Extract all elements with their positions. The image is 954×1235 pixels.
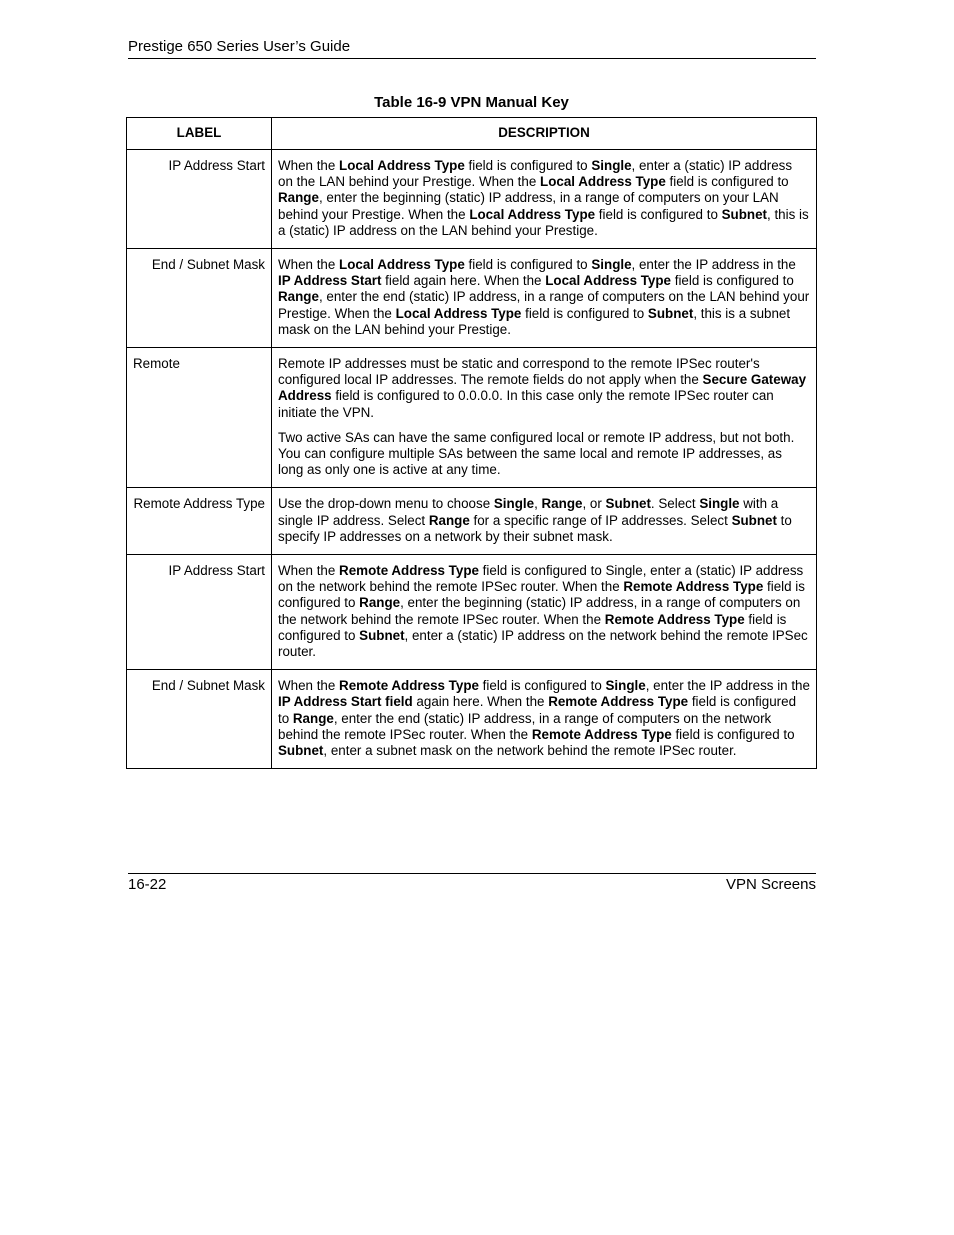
description-text: field is configured to [464,257,592,273]
field-name-emphasis: Local Address Type [395,305,522,321]
description-text: , enter the IP address in the [631,257,796,273]
row-label: End / Subnet Mask [127,249,272,348]
row-description [272,488,817,555]
field-name-emphasis: Remote Address Type [531,726,672,742]
field-name-emphasis: Subnet [731,512,777,528]
description-text: field is configured to [278,694,797,726]
description-text: , [534,496,542,512]
field-name-emphasis: Remote Address Type [548,694,689,710]
description-text: field is configured to [278,579,805,611]
field-name-emphasis: Local Address Type [469,206,596,222]
description-text: , enter a (static) IP address on the LAN behind your Prestige. When the [278,158,793,190]
field-name-emphasis: IP Address Start [278,273,382,289]
description-text: , this is a subnet mask on the LAN behind your Prestige. [278,305,791,337]
description-text: for a specific range of IP addresses. Select [469,512,732,528]
field-name-emphasis: Single [591,257,632,273]
description-paragraph [278,158,810,239]
vpn-manual-key-table [126,117,817,769]
description-text: , enter the beginning (static) IP address, in a range of computers on the network behind the remote IPSec router. When the [278,595,801,627]
field-name-emphasis: Range [359,595,401,611]
description-text: field is configured to [671,726,795,742]
description-text: field is configured to [278,611,787,643]
field-name-emphasis: Range [541,496,583,512]
description-text: , this is a (static) IP address on the LAN behind your Prestige. [278,206,809,238]
description-text: field is configured to [665,174,789,190]
field-name-emphasis: Range [292,710,334,726]
field-name-emphasis: Local Address Type [339,158,465,173]
description-text: , enter the end (static) IP address, in a range of computers on the network behind the remote IPSec router. When the [278,710,772,742]
page-number: 16-22 [128,876,167,893]
section-name: VPN Screens [725,876,816,893]
description-text: , enter the IP address in the [645,678,810,694]
field-name-emphasis: Single [699,496,740,512]
description-paragraph [278,563,810,660]
field-name-emphasis: Single [493,496,535,512]
description-text: Two active SAs can have the same configured local or remote IP address, but not both. You can configure multiple SAs between the same local and remote IP addresses, as long as only one is active at any time. [278,429,795,478]
row-description [272,555,817,670]
table-row [127,488,817,555]
description-text: with a single IP address. Select [278,496,779,528]
description-text: to specify IP addresses on a network by their subnet mask. [278,512,792,544]
description-text: . Select [650,496,700,512]
description-text: field is configured to [671,273,794,289]
description-text: field is configured to 0.0.0.0. In this case only the remote IPSec router can initiate the VPN. [278,388,774,420]
field-name-emphasis: Secure Gateway Address [278,372,807,404]
field-name-emphasis: Remote Address Type [604,611,745,627]
field-name-emphasis: Single [591,158,632,173]
row-description [272,150,817,249]
description-paragraph [278,496,810,545]
table-header-row [127,118,817,150]
description-text: When the [278,678,340,694]
description-text: field is configured to [521,305,648,321]
table-caption: Table 16-9 VPN Manual Key [374,94,569,111]
description-paragraph [278,430,810,479]
field-name-emphasis: Remote Address Type [339,563,479,579]
row-description [272,348,817,488]
table-row [127,150,817,249]
field-name-emphasis: Remote Address Type [623,579,764,595]
row-description [272,670,817,769]
field-name-emphasis: Local Address Type [545,273,671,289]
description-text: field is configured to Single, enter a (static) IP address on the network behind the remote IPSec router. When the [278,563,804,595]
description-text: When the [278,158,340,173]
description-text: When the [278,257,340,273]
table-row [127,348,817,488]
field-name-emphasis: Range [428,512,470,528]
description-text: , enter the end (static) IP address, in a range of computers on the LAN behind your Prestige. When the [278,289,810,321]
description-text: , or [582,496,606,512]
field-name-emphasis: Range [278,289,319,305]
field-name-emphasis: Local Address Type [339,257,465,273]
description-text: field is configured to [464,158,592,173]
description-paragraph [278,678,810,759]
description-text: again here. When the [412,694,549,710]
field-name-emphasis: Subnet [278,743,324,759]
field-name-emphasis: Remote Address Type [339,678,479,694]
description-text: field again here. When the [381,273,546,289]
field-name-emphasis: Local Address Type [540,174,666,190]
description-text: field is configured to [595,206,722,222]
table-row [127,249,817,348]
field-name-emphasis: Subnet [605,496,651,512]
description-paragraph [278,257,810,338]
field-name-emphasis: Range [278,190,319,206]
field-name-emphasis: IP Address Start field [278,694,413,710]
description-text: , enter a (static) IP address on the network behind the remote IPSec router. [278,627,808,660]
description-text: Use the drop-down menu to choose [278,496,494,512]
row-label: End / Subnet Mask [127,670,272,769]
description-text: When the [278,563,340,579]
row-label: IP Address Start [127,150,272,249]
description-paragraph [278,356,810,421]
column-header-description: DESCRIPTION [272,118,817,150]
page-header [128,38,816,59]
description-text: Remote IP addresses must be static and correspond to the remote IPSec router's configured local IP addresses. The remote fields do not apply when the [278,356,760,388]
field-name-emphasis: Single [605,678,646,694]
guide-title: Prestige 650 Series User’s Guide [128,38,351,55]
page-footer [128,873,816,893]
table-row [127,670,817,769]
row-label: IP Address Start [127,555,272,670]
field-name-emphasis: Subnet [647,305,694,321]
column-header-label: LABEL [127,118,272,150]
field-name-emphasis: Subnet [721,206,768,222]
field-name-emphasis: Subnet [359,627,405,643]
table-row [127,555,817,670]
description-text: , enter the beginning (static) IP address, in a range of computers on your LAN behind your Prestige. When the [278,190,779,222]
row-label: Remote Address Type [127,488,272,555]
row-label: Remote [127,348,272,488]
description-text: field is configured to [478,678,606,694]
description-text: , enter a subnet mask on the network behind the remote IPSec router. [323,743,737,759]
row-description [272,249,817,348]
